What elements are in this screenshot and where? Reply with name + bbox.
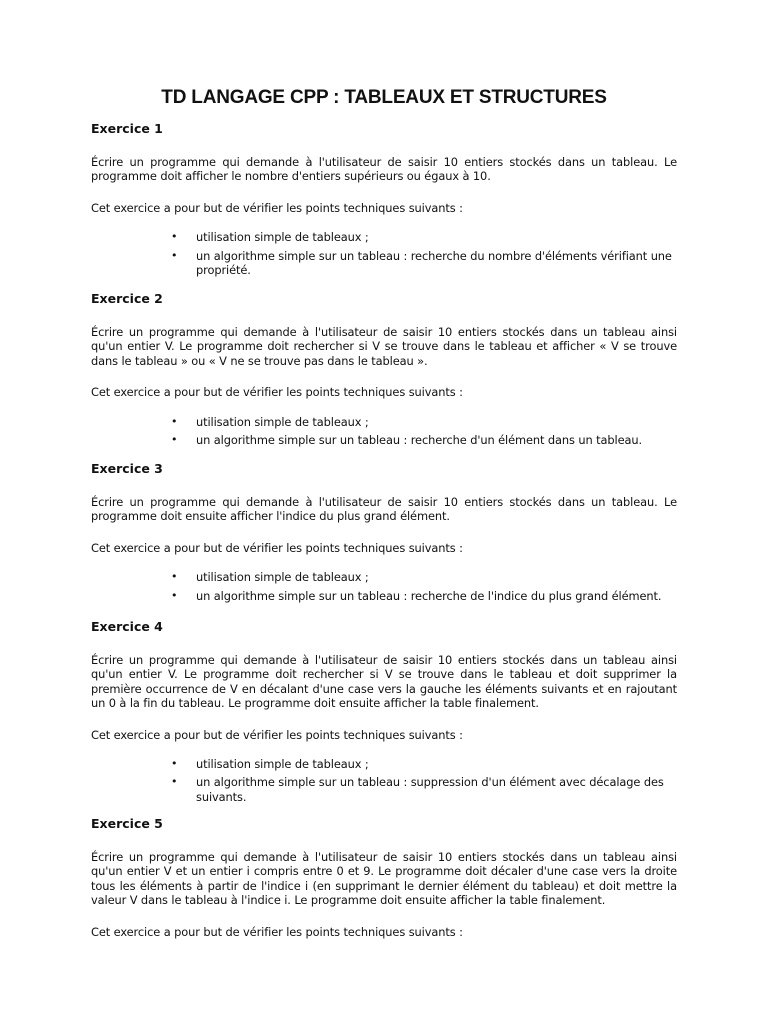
list-item [91,589,677,603]
list-item-text: utilisation simple de tableaux ; [196,414,369,429]
technical-points-list [91,570,677,603]
exercise-heading: Exercice 5 [91,816,163,831]
technical-points-list [91,757,677,804]
list-item [91,757,677,771]
list-item-text: un algorithme simple sur un tableau : recherche du nombre d'éléments vérifiant une propriété. [196,248,672,278]
bullet-icon: • [171,588,178,602]
exercise-heading: Exercice 1 [91,121,163,136]
document-title: TD LANGAGE CPP : TABLEAUX ET STRUCTURES [161,87,607,108]
exercise-3 [91,461,677,607]
technical-points-list [91,230,677,277]
exercise-5 [91,816,677,956]
exercise-heading: Exercice 3 [91,461,163,476]
exercise-statement: Écrire un programme qui demande à l'utilisateur de saisir 10 entiers stockés dans un tableau ainsi qu'un entier V et un entier i compris entre 0 et 9. Le programme doit décaler d'une case vers la droite tous les éléments à partir de l'indice i (en supprimant le dernier élément du tableau) et doit mettre la valeur V dans le tableau à l'indice i. Le programme doit ensuite afficher la table finalement. [91,850,677,908]
exercise-statement: Écrire un programme qui demande à l'utilisateur de saisir 10 entiers stockés dans un tableau. Le programme doit afficher le nombre d'entiers supérieurs ou égaux à 10. [91,155,677,184]
bullet-icon: • [171,414,178,428]
list-item [91,775,677,804]
bullet-icon: • [171,570,178,584]
list-item [91,415,677,429]
exercise-intro: Cet exercice a pour but de vérifier les points techniques suivants : [91,924,463,939]
exercise-2 [91,291,677,451]
exercise-4 [91,619,677,808]
list-item-text: un algorithme simple sur un tableau : recherche de l'indice du plus grand élément. [196,588,662,603]
bullet-icon: • [171,433,178,447]
exercise-statement: Écrire un programme qui demande à l'utilisateur de saisir 10 entiers stockés dans un tableau ainsi qu'un entier V. Le programme doit rechercher si V se trouve dans le tableau et afficher « V se trouve dans le tableau » ou « V ne se trouve pas dans le tableau ». [91,325,677,368]
exercise-statement: Écrire un programme qui demande à l'utilisateur de saisir 10 entiers stockés dans un tableau ainsi qu'un entier V. Le programme doit rechercher si V se trouve dans le tableau et doit supprimer la première occurrence de V en décalant d'une case vers la gauche les éléments suivants et en rajoutant un 0 à la fin du tableau. Le programme doit ensuite afficher la table finalement. [91,653,677,711]
bullet-icon: • [171,248,178,262]
technical-points-list [91,415,677,448]
bullet-icon: • [171,775,178,789]
exercise-1 [91,121,677,281]
list-item-text: utilisation simple de tableaux ; [196,230,369,245]
bullet-icon: • [171,757,178,771]
list-item [91,570,677,584]
list-item-text: un algorithme simple sur un tableau : suppression d'un élément avec décalage des suivants. [196,775,664,804]
exercise-intro: Cet exercice a pour but de vérifier les points techniques suivants : [91,200,463,215]
exercise-heading: Exercice 4 [91,619,163,634]
bullet-icon: • [171,230,178,244]
exercise-intro: Cet exercice a pour but de vérifier les points techniques suivants : [91,385,463,400]
list-item-text: un algorithme simple sur un tableau : recherche d'un élément dans un tableau. [196,433,643,448]
list-item [91,230,677,244]
exercise-intro: Cet exercice a pour but de vérifier les points techniques suivants : [91,540,463,555]
exercise-heading: Exercice 2 [91,291,163,306]
exercise-statement: Écrire un programme qui demande à l'utilisateur de saisir 10 entiers stockés dans un tableau. Le programme doit ensuite afficher l'indice du plus grand élément. [91,495,677,524]
list-item-text: utilisation simple de tableaux ; [196,570,369,585]
list-item [91,249,677,278]
exercise-intro: Cet exercice a pour but de vérifier les points techniques suivants : [91,727,463,742]
list-item [91,433,677,447]
list-item-text: utilisation simple de tableaux ; [196,757,369,772]
